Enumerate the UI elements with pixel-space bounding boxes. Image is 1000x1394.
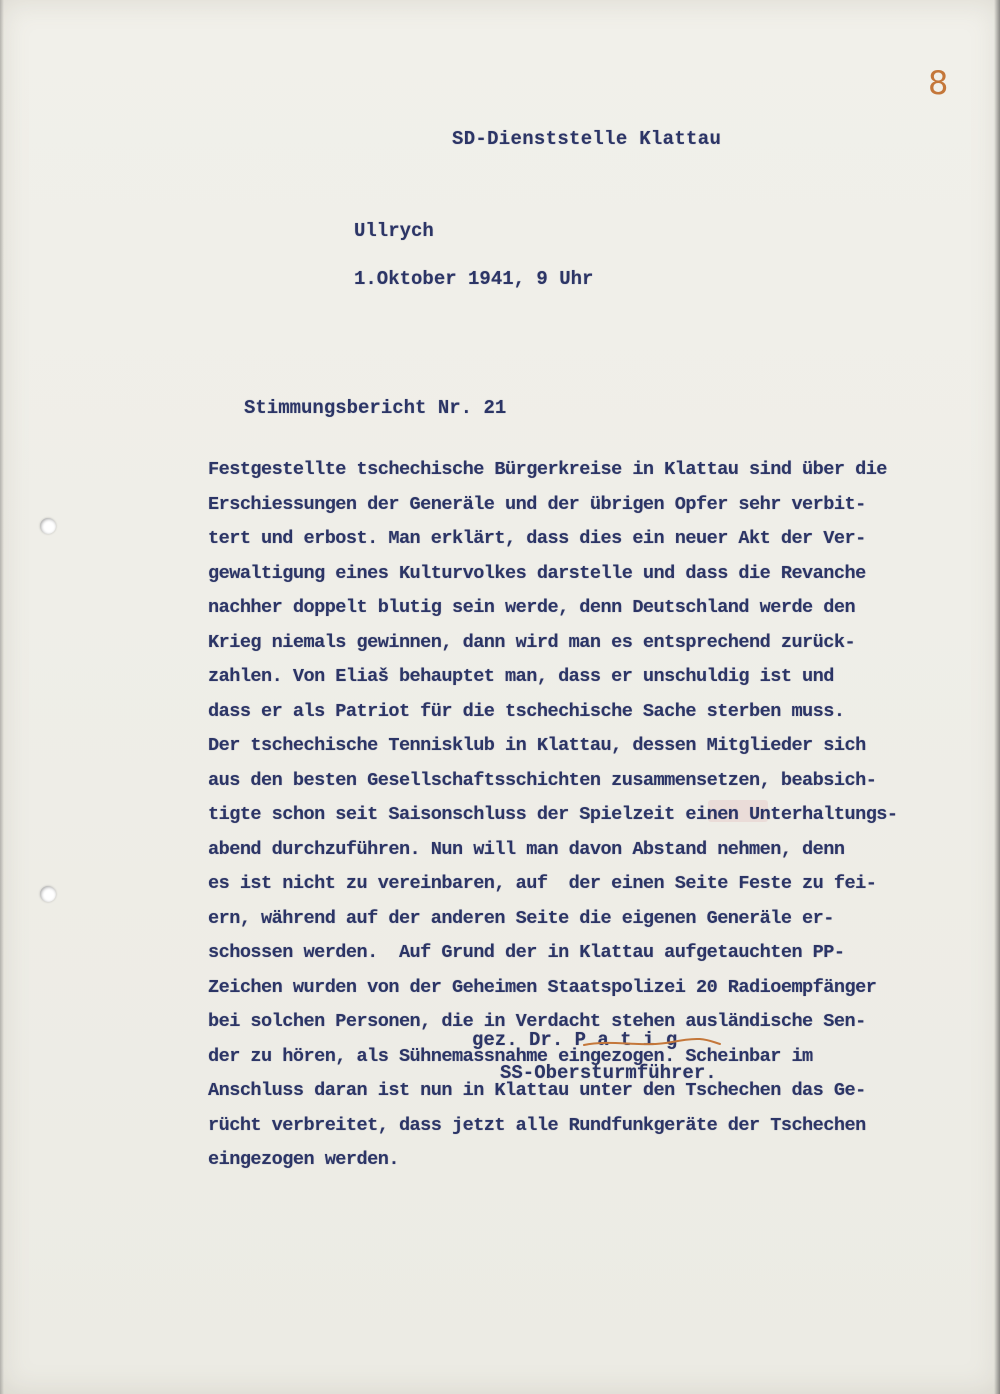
body-line: bei solchen Personen, die in Verdacht stehen ausländische Sen-: [208, 1011, 866, 1032]
body-line: Zeichen wurden von der Geheimen Staatspolizei 20 Radioempfänger: [208, 976, 877, 998]
punch-hole-bottom: [40, 886, 56, 902]
body-line: aus den besten Gesellschaftsschichten zusammensetzen, beabsich-: [208, 769, 877, 791]
body-line: es ist nicht zu vereinbaren, auf der einen Seite Feste zu fei-: [208, 873, 877, 894]
body-line: schossen werden. Auf Grund der in Klattau aufgetauchten PP-: [208, 942, 845, 963]
body-line: eingezogen werden.: [208, 1149, 399, 1170]
body-line: tert und erbost. Man erklärt, dass dies ein neuer Akt der Ver-: [208, 528, 866, 549]
body-line: Krieg niemals gewinnen, dann wird man es entsprechend zurück-: [208, 631, 856, 653]
body-line: Festgestellte tschechische Bürgerkreise in Klattau sind über die: [208, 459, 887, 480]
body-line: zahlen. Von Eliaš behauptet man, dass er unschuldig ist und: [208, 666, 834, 687]
body-line: nachher doppelt blutig sein werde, denn Deutschland werde den: [208, 597, 856, 618]
office-header: SD-Dienststelle Klattau: [452, 128, 722, 150]
body-line: Der tschechische Tennisklub in Klattau, dessen Mitglieder sich: [208, 735, 866, 756]
punch-hole-top: [40, 518, 56, 534]
body-line: dass er als Patriot für die tschechische Sache sterben muss.: [208, 700, 845, 722]
signature-line: gez. Dr. P a t i g: [472, 1029, 678, 1051]
body-line: rücht verbreitet, dass jetzt alle Rundfunkgeräte der Tschechen: [208, 1114, 866, 1136]
report-date: 1.Oktober 1941, 9 Uhr: [354, 268, 594, 290]
page-number: 8: [928, 64, 949, 102]
author-name: Ullrych: [354, 220, 434, 242]
body-line: Erschiessungen der Generäle und der übrigen Opfer sehr verbit-: [208, 493, 866, 515]
body-line: der zu hören, als Sühnemassnahme eingezogen. Scheinbar im: [208, 1045, 813, 1067]
body-line: ern, während auf der anderen Seite die eigenen Generäle er-: [208, 907, 834, 929]
body-line: abend durchzuführen. Nun will man davon Abstand nehmen, denn: [208, 838, 845, 860]
page-left-edge: [0, 0, 4, 1394]
body-line: tigte schon seit Saisonschluss der Spielzeit einen Unterhaltungs-: [208, 804, 898, 825]
signer-rank: SS-Obersturmführer.: [500, 1062, 717, 1084]
body-line: gewaltigung eines Kulturvolkes darstelle und dass die Revanche: [208, 562, 866, 584]
report-title: Stimmungsbericht Nr. 21: [244, 397, 507, 419]
signature-pencil-underline: [582, 1036, 722, 1050]
page-right-edge: [994, 0, 1000, 1394]
body-line: Anschluss daran ist nun in Klattau unter den Tschechen das Ge-: [208, 1080, 866, 1101]
